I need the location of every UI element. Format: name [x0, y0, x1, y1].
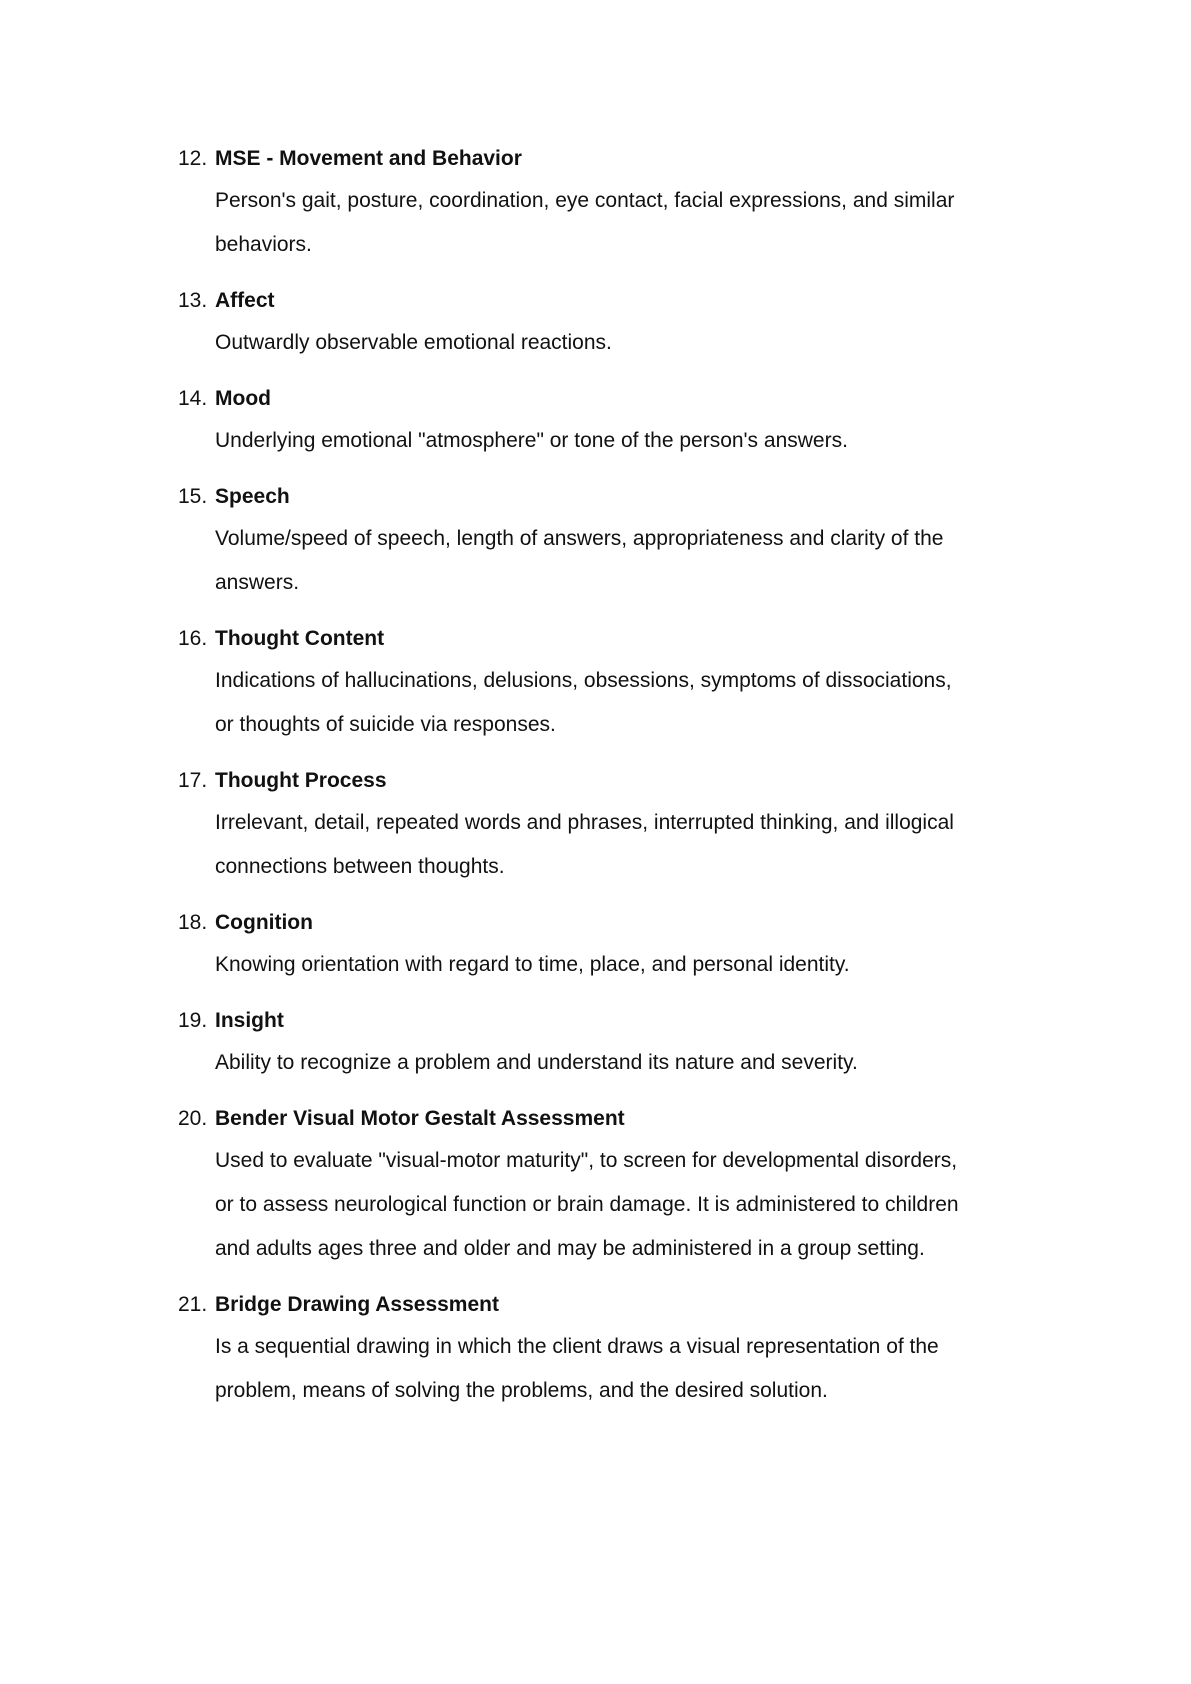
term-heading [178, 478, 1078, 516]
description-line: connections between thoughts. [215, 855, 505, 878]
numbered-term-list [178, 140, 1078, 1413]
term-title: Mood [215, 387, 271, 410]
term-title: Thought Process [215, 769, 387, 792]
term-heading [178, 282, 1078, 320]
description-line: Irrelevant, detail, repeated words and phrases, interrupted thinking, and illogical [215, 811, 954, 834]
term-description [215, 1041, 1045, 1085]
item-number: 16. [178, 627, 208, 650]
description-line: Knowing orientation with regard to time, place, and personal identity. [215, 953, 850, 976]
term-title: MSE - Movement and Behavior [215, 147, 522, 170]
item-number: 17. [178, 769, 208, 792]
description-line: Indications of hallucinations, delusions, obsessions, symptoms of dissociations, [215, 669, 952, 692]
term-description [215, 321, 1045, 365]
description-line: and adults ages three and older and may be administered in a group setting. [215, 1237, 925, 1260]
list-item [178, 478, 1078, 620]
list-item [178, 140, 1078, 282]
list-item [178, 762, 1078, 904]
term-description [215, 179, 1045, 267]
description-line: Outwardly observable emotional reactions. [215, 331, 612, 354]
item-number: 14. [178, 387, 208, 410]
description-line: problem, means of solving the problems, and the desired solution. [215, 1379, 828, 1402]
description-line: Used to evaluate "visual-motor maturity", to screen for developmental disorders, [215, 1149, 958, 1172]
term-title: Thought Content [215, 627, 385, 650]
description-line: Is a sequential drawing in which the client draws a visual representation of the [215, 1335, 939, 1358]
item-number: 12. [178, 147, 208, 170]
item-number: 20. [178, 1107, 208, 1130]
term-title: Speech [215, 485, 290, 508]
term-heading [178, 904, 1078, 942]
description-line: behaviors. [215, 233, 312, 256]
term-description [215, 659, 1045, 747]
term-heading [178, 1286, 1078, 1324]
term-description [215, 1139, 1045, 1271]
item-number: 13. [178, 289, 208, 312]
term-description [215, 801, 1045, 889]
term-heading [178, 1002, 1078, 1040]
term-heading [178, 620, 1078, 658]
item-number: 21. [178, 1293, 208, 1316]
term-description [215, 517, 1045, 605]
description-line: Person's gait, posture, coordination, eye contact, facial expressions, and similar [215, 189, 955, 212]
term-heading [178, 380, 1078, 418]
description-line: or to assess neurological function or brain damage. It is administered to children [215, 1193, 959, 1216]
description-line: Ability to recognize a problem and understand its nature and severity. [215, 1051, 858, 1074]
term-description [215, 419, 1045, 463]
item-number: 15. [178, 485, 208, 508]
list-item [178, 282, 1078, 380]
term-title: Bridge Drawing Assessment [215, 1293, 499, 1316]
term-title: Bender Visual Motor Gestalt Assessment [215, 1107, 625, 1130]
list-item [178, 1100, 1078, 1286]
term-title: Insight [215, 1009, 284, 1032]
term-heading [178, 140, 1078, 178]
list-item [178, 1286, 1078, 1413]
list-item [178, 904, 1078, 1002]
term-description [215, 943, 1045, 987]
description-line: or thoughts of suicide via responses. [215, 713, 556, 736]
description-line: Underlying emotional "atmosphere" or tone of the person's answers. [215, 429, 848, 452]
term-description [215, 1325, 1045, 1413]
term-heading [178, 1100, 1078, 1138]
item-number: 18. [178, 911, 208, 934]
description-line: answers. [215, 571, 300, 594]
term-heading [178, 762, 1078, 800]
item-number: 19. [178, 1009, 208, 1032]
list-item [178, 380, 1078, 478]
list-item [178, 620, 1078, 762]
term-title: Affect [215, 289, 275, 312]
term-title: Cognition [215, 911, 313, 934]
description-line: Volume/speed of speech, length of answers, appropriateness and clarity of the [215, 527, 944, 550]
list-item [178, 1002, 1078, 1100]
